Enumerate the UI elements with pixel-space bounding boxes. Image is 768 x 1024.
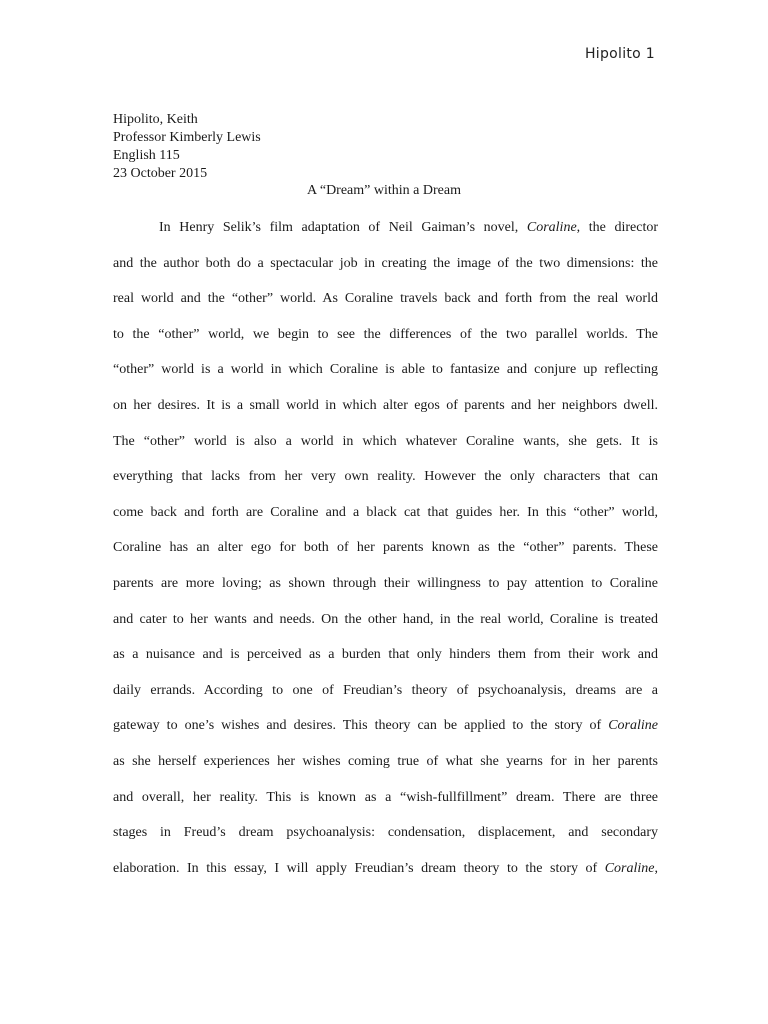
body-text-segment: and cater to her wants and needs. On the other hand, in the real world, Coraline is treated <box>113 611 658 627</box>
body-text-segment: gateway to one’s wishes and desires. This theory can be applied to the story of <box>113 718 609 734</box>
body-text-segment: stages in Freud’s dream psychoanalysis: condensation, displacement, and secondary <box>113 825 658 841</box>
body-text-segment: In Henry Selik’s film adaptation of Neil Gaiman’s novel, <box>159 220 527 235</box>
body-text-segment: come back and forth are Coraline and a black cat that guides her. In this “other” world, <box>113 504 658 520</box>
body-text-segment: elaboration. In this essay, I will apply Freudian’s dream theory to the story of <box>113 860 605 876</box>
italic-title-text: Coraline <box>526 220 577 235</box>
essay-body <box>113 210 658 886</box>
body-line <box>113 815 658 851</box>
essay-date: 23 October 2015 <box>113 166 208 181</box>
body-text-segment: real world and the “other” world. As Coraline travels back and forth from the real world <box>113 291 658 307</box>
running-head: Hipolito 1 <box>584 46 655 62</box>
body-line <box>113 424 658 460</box>
body-line <box>113 851 658 887</box>
italic-title-text: Coraline <box>604 860 655 876</box>
mla-heading <box>113 111 261 183</box>
body-line <box>113 246 658 282</box>
body-line <box>113 637 658 673</box>
body-text-segment: daily errands. According to one of Freudian’s theory of psychoanalysis, dreams are a <box>113 682 658 698</box>
body-line <box>113 744 658 780</box>
body-line <box>113 210 658 246</box>
body-line <box>113 673 658 709</box>
body-line <box>113 566 658 602</box>
body-text-segment: as a nuisance and is perceived as a burden that only hinders them from their work and <box>113 647 658 663</box>
body-text-segment: parents are more loving; as shown through their willingness to pay attention to Coraline <box>113 575 658 591</box>
body-line <box>113 530 658 566</box>
body-text-segment: and the author both do a spectacular job in creating the image of the two dimensions: the <box>113 255 658 271</box>
body-text-segment: Coraline has an alter ego for both of her parents known as the “other” parents. These <box>113 540 658 556</box>
italic-title-text: Coraline <box>608 718 658 734</box>
body-line <box>113 352 658 388</box>
professor-name: Professor Kimberly Lewis <box>113 130 261 145</box>
body-text-segment: to the “other” world, we begin to see the differences of the two parallel worlds. The <box>113 326 658 342</box>
course-name: English 115 <box>113 148 180 163</box>
body-line <box>113 459 658 495</box>
body-line <box>113 708 658 744</box>
essay-title: A “Dream” within a Dream <box>307 183 461 198</box>
body-line <box>113 317 658 353</box>
body-line <box>113 281 658 317</box>
body-text-segment: as she herself experiences her wishes coming true of what she yearns for in her parents <box>113 753 658 769</box>
body-text-segment: on her desires. It is a small world in which alter egos of parents and her neighbors dwell. <box>113 397 658 413</box>
body-line <box>113 388 658 424</box>
body-text-segment: “other” world is a world in which Coraline is able to fantasize and conjure up reflecting <box>113 362 658 378</box>
body-text-segment: , <box>654 860 658 876</box>
author-name: Hipolito, Keith <box>113 112 198 127</box>
body-line <box>113 602 658 638</box>
body-text-segment: everything that lacks from her very own reality. However the only characters that can <box>113 469 658 485</box>
body-line <box>113 495 658 531</box>
body-text-segment: , the director <box>576 220 658 235</box>
body-line <box>113 780 658 816</box>
body-text-segment: and overall, her reality. This is known as a “wish-fullfillment” dream. There are three <box>113 789 658 805</box>
body-text-segment: The “other” world is also a world in which whatever Coraline wants, she gets. It is <box>113 433 658 449</box>
